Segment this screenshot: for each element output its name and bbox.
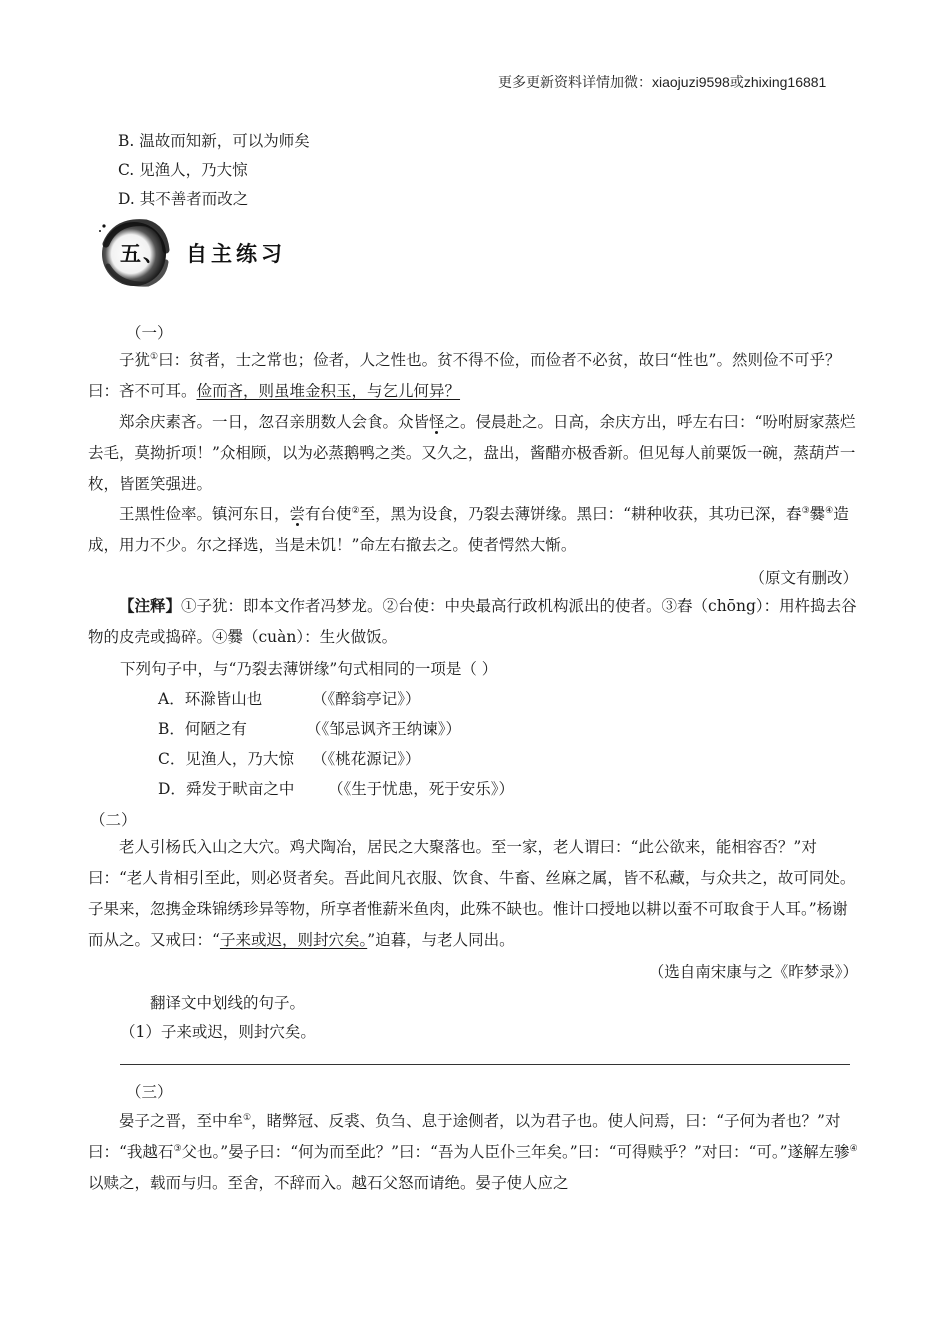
option-b: B. 温故而知新，可以为师矣 — [118, 132, 310, 150]
choice-d-source: （《生于忧患，死于安乐》） — [328, 780, 515, 798]
part2-paragraph: 老人引杨氏入山之大穴。鸡犬陶冶，居民之大聚落也。至一家，老人谓曰：“此公欲来，能相容否？”对曰：“老人肯相引至此，则必贤者矣。吾此间凡衣服、饮食、牛畜、丝麻之属，皆不私藏，与众共之，故可同处。子果来，忽携金珠锦绣珍异等物，所享者惟薪米鱼肉，此殊不缺也。惟计口授地以耕以蚕不可取食于人耳。”杨谢而从之。又戒曰：“子来或迟，则封穴矣。”迫暮，与老人同出。 — [88, 838, 856, 949]
option-d: D. 其不善者而改之 — [118, 190, 249, 208]
part3-paragraph: 晏子之晋，至中牟①，睹弊冠、反裘、负刍、息于途侧者，以为君子也。使人问焉，曰：“子何为者也？”对曰：“我越石③父也。”晏子曰：“何为而至此？”曰：“吾为人臣仆三年矣。”曰：“可得赎乎？”对曰：“可。”遂解左骖④以赎之，载而与归。至舍，不辞而入。越石父怒而请绝。晏子使人应之 — [88, 1112, 858, 1192]
option-c: C. 见渔人，乃大惊 — [118, 161, 248, 179]
choice-b: B．何陋之有 — [158, 720, 247, 738]
part2-task: 翻译文中划线的句子。 — [150, 994, 306, 1012]
part1-label: （一） — [126, 324, 173, 342]
dotted-char: 怪 — [429, 413, 445, 431]
choice-b-source: （《邹忌讽齐王纳谏》） — [306, 720, 462, 738]
choice-c: C．见渔人，乃大惊 — [158, 750, 294, 768]
part1-question: 下列句子中，与“乃裂去薄饼缘”句式相同的一项是（ ） — [120, 660, 498, 678]
part3-label: （三） — [126, 1083, 173, 1101]
choice-d: D．舜发于畎亩之中 — [158, 780, 295, 798]
page-header: 更多更新资料详情加微：xiaojuzi9598或zhixing16881 — [498, 74, 827, 90]
part1-source: （原文有删改） — [749, 569, 858, 587]
choice-c-source: （《桃花源记》） — [312, 750, 421, 768]
part2-item-1: （1）子来或迟，则封穴矣。 — [120, 1023, 316, 1041]
part1-paragraph-2: 郑余庆素吝。一日，忽召亲朋数人会食。众皆怪之。侵晨赴之。日高，余庆方出，呼左右曰：“吩咐厨家蒸烂去毛，莫拗折项！”众相顾，以为必蒸鹅鸭之类。又久之，盘出，酱醋亦极香新。但见每人前粟饭一碗，蒸葫芦一枚，皆匿笑强进。 — [88, 413, 856, 493]
underlined-sentence: 俭而吝，则虽堆金积玉，与乞儿何异？ — [196, 382, 461, 400]
part1-notes: 【注释】①子犹：即本文作者冯梦龙。②台使：中央最高行政机构派出的使者。③舂（chōng）：用杵捣去谷物的皮壳或捣碎。④爨（cuàn）：生火做饭。 — [88, 596, 857, 646]
part1-paragraph-1: 子犹①曰：贫者，士之常也；俭者，人之性也。贫不得不俭，而俭者不必贫，故曰“性也”。然则俭不可乎？曰：吝不可耳。俭而吝，则虽堆金积玉，与乞儿何异？ — [88, 351, 841, 400]
underlined-sentence: 子来或迟，则封穴矣。 — [219, 931, 368, 949]
part2-label: （二） — [90, 811, 137, 829]
answer-line[interactable] — [120, 1064, 850, 1065]
dotted-char: 尝 — [289, 505, 306, 523]
choice-a-source: （《醉翁亭记》） — [312, 690, 421, 708]
choice-a: A．环滁皆山也 — [158, 690, 263, 708]
section-title: 自主练习 — [186, 242, 286, 266]
part1-paragraph-3: 王黑性俭率。镇河东日，尝有台使②至，黑为设食，乃裂去薄饼缘。黑曰：“耕种收获，其功已深，舂③爨④造成，用力不少。尔之择选，当是未饥！”命左右撤去之。使者愕然大惭。 — [88, 505, 849, 554]
part2-source: （选自南宋康与之《昨梦录》） — [648, 963, 858, 981]
section-number: 五、 — [120, 242, 166, 266]
